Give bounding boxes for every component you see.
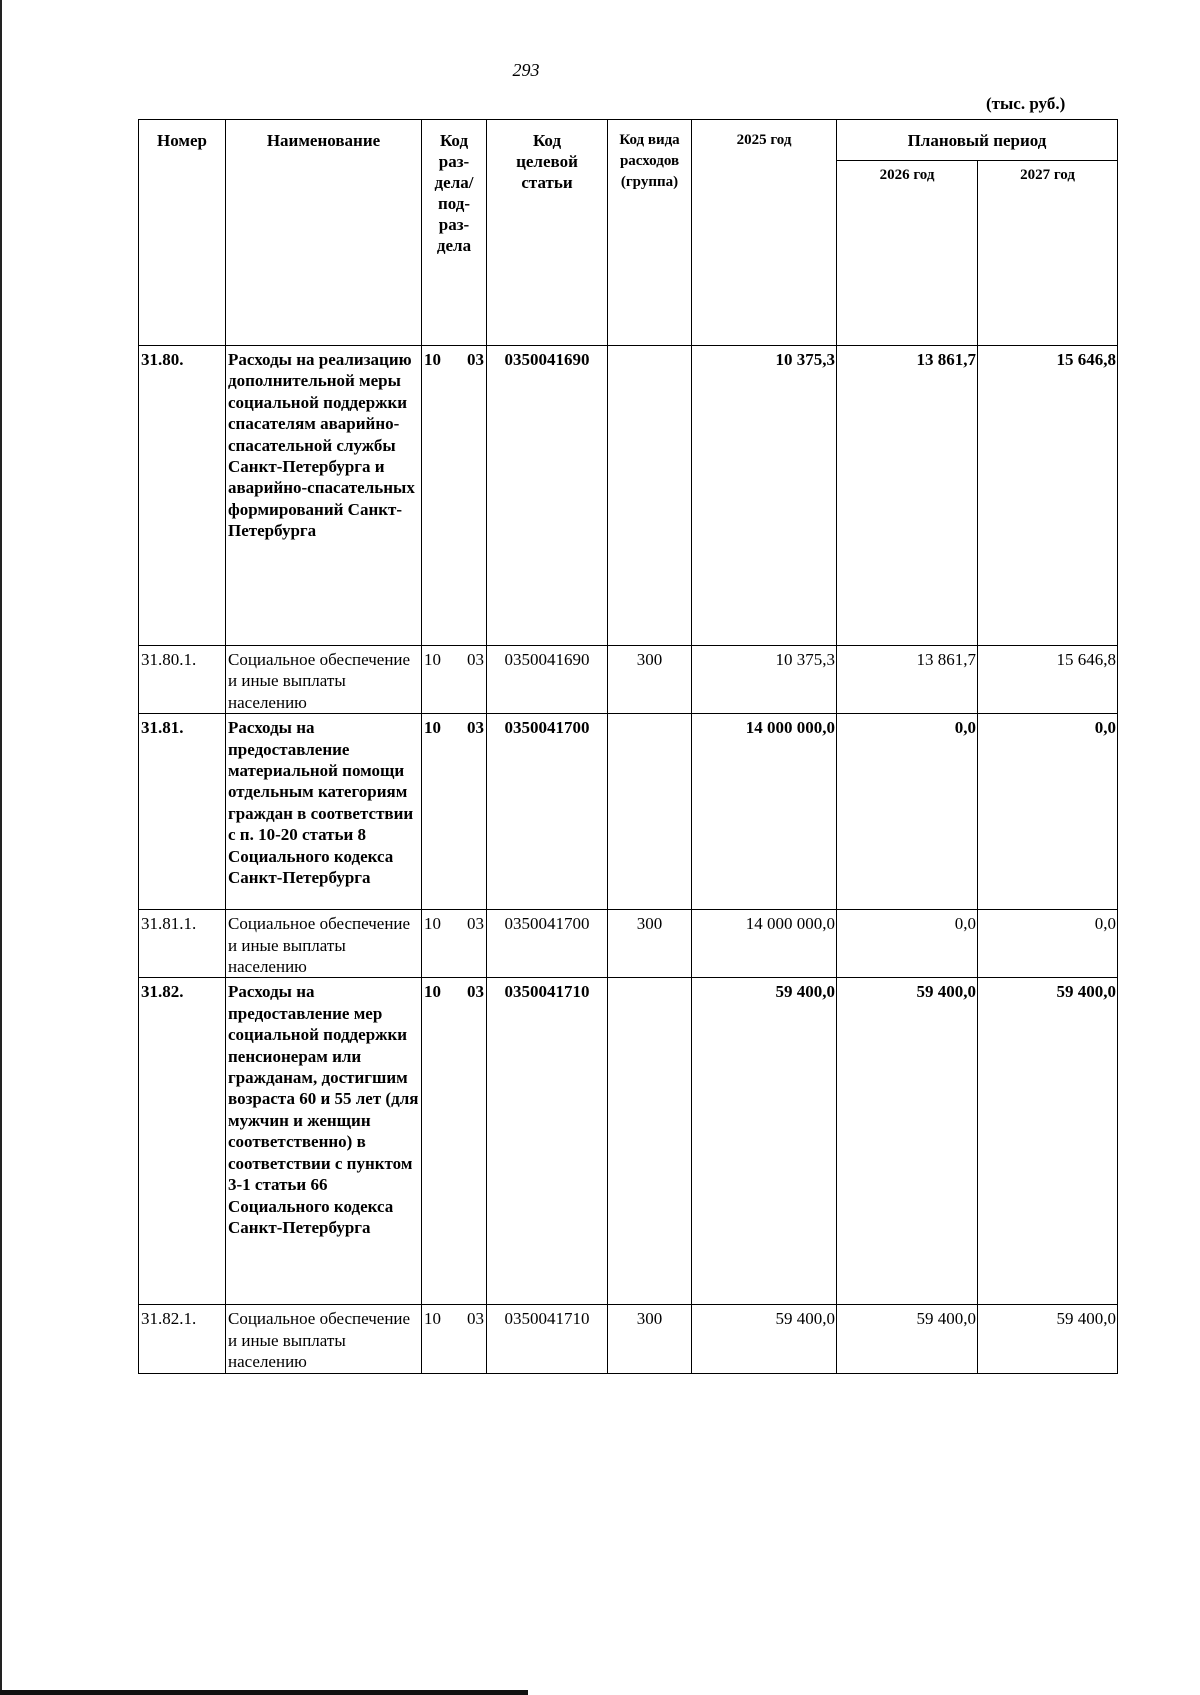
- row-podrazdel: 03: [467, 982, 484, 1002]
- row-kod-celevoy-stati: 0350041710: [487, 1305, 608, 1373]
- row-podrazdel: 03: [467, 1309, 484, 1329]
- row-razdel: 10: [424, 650, 441, 669]
- row-amount-2025: 14 000 000,0: [692, 714, 837, 910]
- row-number: 31.82.1.: [139, 1305, 226, 1373]
- row-razdel: 10: [424, 718, 441, 738]
- row-amount-2027: 59 400,0: [978, 978, 1118, 1305]
- row-kod-vida-rashodov: 300: [608, 646, 692, 714]
- row-kod-celevoy-stati: 0350041700: [487, 910, 608, 978]
- row-kod-vida-rashodov: [608, 978, 692, 1305]
- table-row: [139, 978, 1118, 1305]
- row-razdel: 10: [424, 350, 441, 369]
- row-kod-celevoy-stati: 0350041690: [487, 346, 608, 646]
- row-amount-2027: 59 400,0: [978, 1305, 1118, 1373]
- row-number: 31.81.: [139, 714, 226, 910]
- header-2026: 2026 год: [837, 161, 978, 346]
- row-kod-razdela: [422, 978, 487, 1305]
- row-amount-2025: 10 375,3: [692, 646, 837, 714]
- row-kod-vida-rashodov: 300: [608, 910, 692, 978]
- row-kod-razdela: [422, 346, 487, 646]
- header-kod-vida-rashodov: Код вида расходов (группа): [608, 120, 692, 346]
- row-kod-razdela: [422, 646, 487, 714]
- row-amount-2025: 14 000 000,0: [692, 910, 837, 978]
- row-podrazdel: 03: [467, 914, 484, 934]
- table-row: [139, 1305, 1118, 1373]
- row-name: Расходы на реализацию дополнительной меры социальной поддержки спасателям аварийно-спасательной службы Санкт-Петербурга и аварийно-спасательных формирований Санкт-Петербурга: [226, 346, 422, 646]
- row-name: Социальное обеспечение и иные выплаты населению: [226, 1305, 422, 1373]
- row-kod-razdela: [422, 910, 487, 978]
- row-amount-2026: 0,0: [837, 714, 978, 910]
- row-number: 31.80.: [139, 346, 226, 646]
- header-kod-razdela: Код раз- дела/ под- раз- дела: [422, 120, 487, 346]
- row-razdel: 10: [424, 1309, 441, 1329]
- row-name: Социальное обеспечение и иные выплаты населению: [226, 910, 422, 978]
- row-razdel: 10: [424, 982, 441, 1002]
- row-name: Расходы на предоставление материальной помощи отдельным категориям граждан в соответствии с п. 10-20 статьи 8 Социального кодекса Санкт-Петербурга: [226, 714, 422, 910]
- row-amount-2026: 13 861,7: [837, 346, 978, 646]
- row-amount-2025: 59 400,0: [692, 1305, 837, 1373]
- row-number: 31.82.: [139, 978, 226, 1305]
- row-amount-2026: 59 400,0: [837, 978, 978, 1305]
- row-name: Социальное обеспечение и иные выплаты населению: [226, 646, 422, 714]
- row-kod-celevoy-stati: 0350041690: [487, 646, 608, 714]
- row-amount-2026: 13 861,7: [837, 646, 978, 714]
- row-kod-vida-rashodov: [608, 714, 692, 910]
- row-amount-2025: 10 375,3: [692, 346, 837, 646]
- table-body: [139, 346, 1118, 1374]
- table-row: [139, 646, 1118, 714]
- row-amount-2026: 0,0: [837, 910, 978, 978]
- table-row: [139, 346, 1118, 646]
- budget-table: [138, 119, 1118, 1374]
- unit-label: (тыс. руб.): [986, 94, 1066, 113]
- row-razdel: 10: [424, 914, 441, 934]
- header-kod-celevoy-stati: Код целевой статьи: [487, 120, 608, 346]
- row-kod-vida-rashodov: 300: [608, 1305, 692, 1373]
- table-row: [139, 714, 1118, 910]
- row-podrazdel: 03: [467, 650, 484, 669]
- row-amount-2027: 15 646,8: [978, 346, 1118, 646]
- row-amount-2026: 59 400,0: [837, 1305, 978, 1373]
- scan-edge-bottom: [0, 1690, 528, 1695]
- row-kod-razdela: [422, 1305, 487, 1373]
- row-amount-2027: 15 646,8: [978, 646, 1118, 714]
- row-podrazdel: 03: [467, 718, 484, 738]
- row-amount-2027: 0,0: [978, 910, 1118, 978]
- header-planned-period: Плановый период: [837, 120, 1118, 161]
- row-podrazdel: 03: [467, 350, 484, 369]
- row-name: Расходы на предоставление мер социальной поддержки пенсионерам или гражданам, достигшим возраста 60 и 55 лет (для мужчин и женщин соответственно) в соответствии с пунктом 3-1 статьи 66 Социального кодекса Санкт-Петербурга: [226, 978, 422, 1305]
- header-nomer: Номер: [139, 120, 226, 346]
- row-kod-razdela: [422, 714, 487, 910]
- row-number: 31.80.1.: [139, 646, 226, 714]
- header-2025: 2025 год: [692, 120, 837, 346]
- scan-edge-left: [0, 0, 2, 1695]
- table-row: [139, 910, 1118, 978]
- row-kod-celevoy-stati: 0350041700: [487, 714, 608, 910]
- row-kod-vida-rashodov: [608, 346, 692, 646]
- row-amount-2025: 59 400,0: [692, 978, 837, 1305]
- row-amount-2027: 0,0: [978, 714, 1118, 910]
- header-2027: 2027 год: [978, 161, 1118, 346]
- row-number: 31.81.1.: [139, 910, 226, 978]
- header-naimenovanie: Наименование: [226, 120, 422, 346]
- row-kod-celevoy-stati: 0350041710: [487, 978, 608, 1305]
- page-number: 293: [512, 60, 540, 80]
